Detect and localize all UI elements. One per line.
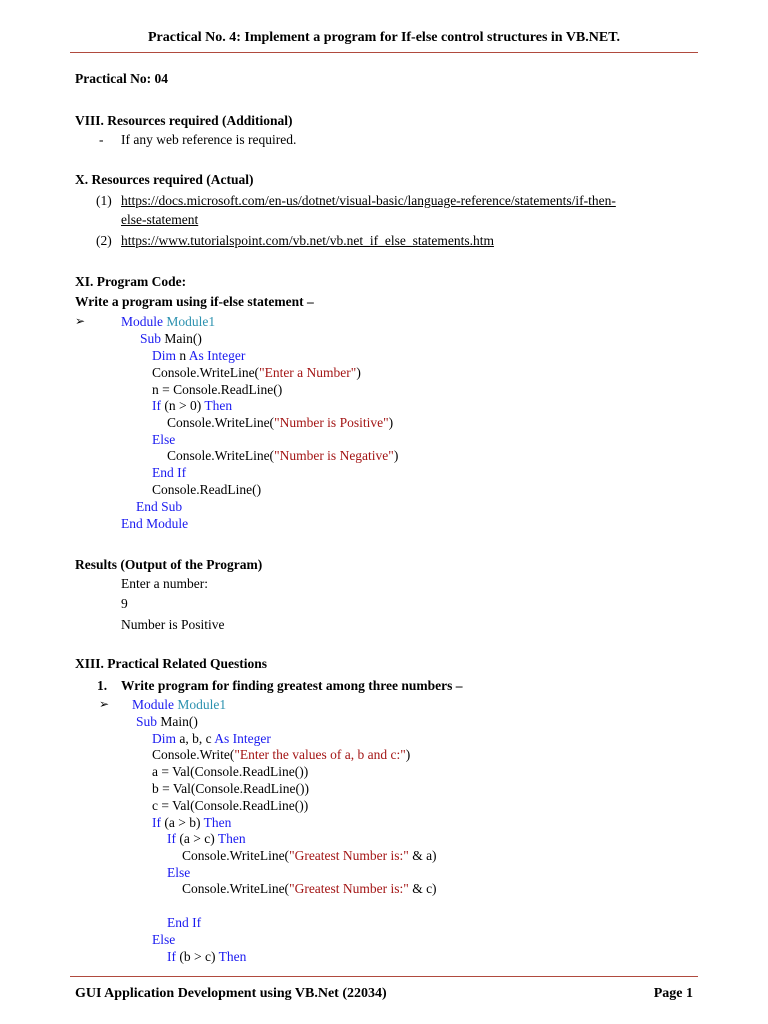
code-line: End Sub xyxy=(136,499,183,514)
ref-1-number: (1) xyxy=(96,193,112,208)
code-line: End If xyxy=(152,465,187,480)
code-text: (a > b) xyxy=(161,815,204,830)
code-text: Console.WriteLine( xyxy=(182,881,290,896)
code-line xyxy=(152,746,410,763)
keyword: Then xyxy=(204,398,233,413)
code-line xyxy=(121,313,215,330)
code-text: Main() xyxy=(157,714,198,729)
code-line xyxy=(167,447,398,464)
code-text: Console.WriteLine( xyxy=(152,365,260,380)
keyword: Module xyxy=(132,697,174,712)
question-number: 1. xyxy=(97,678,108,693)
page-header-title: Practical No. 4: Implement a program for If-else control structures in VB.NET. xyxy=(147,30,621,45)
section-xiii-heading: XIII. Practical Related Questions xyxy=(75,656,267,671)
code-line: End Module xyxy=(121,516,189,531)
code-line: Else xyxy=(152,932,176,947)
code-line xyxy=(132,696,226,713)
code-text: ) xyxy=(405,747,411,762)
code-line xyxy=(152,397,232,414)
code-line xyxy=(140,330,202,347)
code-text: n xyxy=(176,348,189,363)
footer-rule xyxy=(70,976,698,977)
footer-page-number: Page 1 xyxy=(653,986,693,1001)
keyword: Sub xyxy=(136,714,158,729)
keyword: If xyxy=(167,831,176,846)
keyword: If xyxy=(167,949,176,964)
practical-number: Practical No: 04 xyxy=(75,71,168,86)
footer-course-title: GUI Application Development using VB.Net (22034) xyxy=(75,986,387,1001)
code-line: Console.ReadLine() xyxy=(152,482,262,497)
code-line xyxy=(136,713,198,730)
code-line xyxy=(152,730,271,747)
code-text: a, b, c xyxy=(176,731,215,746)
output-line: Number is Positive xyxy=(121,617,225,632)
code-text: (b > c) xyxy=(176,949,219,964)
code-line: c = Val(Console.ReadLine()) xyxy=(152,798,309,813)
string-literal: "Greatest Number is:" xyxy=(289,848,409,863)
keyword: Sub xyxy=(140,331,162,346)
code-line: b = Val(Console.ReadLine()) xyxy=(152,781,309,796)
question-text: Write program for finding greatest among three numbers – xyxy=(121,678,463,693)
string-literal: "Number is Positive" xyxy=(274,415,389,430)
code-text: (a > c) xyxy=(176,831,218,846)
section-xi-heading: XI. Program Code: xyxy=(75,274,187,289)
output-line: Enter a number: xyxy=(121,576,208,591)
code-line xyxy=(182,847,437,864)
ref-1-link-continued[interactable]: else-statement xyxy=(121,212,199,227)
code-text: Console.Write( xyxy=(152,747,235,762)
code-line: Else xyxy=(167,865,191,880)
output-line: 9 xyxy=(121,596,128,611)
ref-2-link[interactable]: https://www.tutorialspoint.com/vb.net/vb.net_if_else_statements.htm xyxy=(121,233,494,248)
ref-2-number: (2) xyxy=(96,233,112,248)
section-viii-heading: VIII. Resources required (Additional) xyxy=(75,113,293,128)
results-heading: Results (Output of the Program) xyxy=(75,557,263,572)
code-line: a = Val(Console.ReadLine()) xyxy=(152,764,309,779)
code-text: Main() xyxy=(161,331,202,346)
keyword: As Integer xyxy=(188,348,246,363)
code-line: End If xyxy=(167,915,202,930)
keyword: Module xyxy=(121,314,163,329)
section-x-heading: X. Resources required (Actual) xyxy=(75,172,254,187)
ref-1-link[interactable]: https://docs.microsoft.com/en-us/dotnet/visual-basic/language-reference/statements/if-then- xyxy=(121,193,616,208)
string-literal: "Enter a Number" xyxy=(259,365,357,380)
keyword: Dim xyxy=(152,731,177,746)
keyword: If xyxy=(152,398,161,413)
arrow-bullet-icon: ➢ xyxy=(75,314,86,328)
code-text: Console.WriteLine( xyxy=(167,415,275,430)
code-line: n = Console.ReadLine() xyxy=(152,382,283,397)
code-text: & a) xyxy=(408,848,437,863)
section-xi-subheading: Write a program using if-else statement – xyxy=(75,294,314,309)
code-line xyxy=(182,880,437,897)
code-line xyxy=(167,948,246,965)
section-viii-item: If any web reference is required. xyxy=(121,132,297,147)
code-line xyxy=(167,830,246,847)
string-literal: "Greatest Number is:" xyxy=(289,881,409,896)
code-text: ) xyxy=(388,415,394,430)
type-name: Module1 xyxy=(177,697,227,712)
code-line: Else xyxy=(152,432,176,447)
type-name: Module1 xyxy=(166,314,216,329)
keyword: As Integer xyxy=(214,731,271,746)
keyword: Then xyxy=(217,831,246,846)
code-line xyxy=(152,814,231,831)
string-literal: "Enter the values of a, b and c:" xyxy=(234,747,406,762)
keyword: Then xyxy=(218,949,247,964)
arrow-bullet-icon: ➢ xyxy=(99,697,110,711)
string-literal: "Number is Negative" xyxy=(274,448,394,463)
code-text: Console.WriteLine( xyxy=(182,848,290,863)
bullet-dash: - xyxy=(99,132,104,147)
code-text: Console.WriteLine( xyxy=(167,448,275,463)
keyword: Then xyxy=(203,815,232,830)
code-text: ) xyxy=(356,365,361,380)
code-text: ) xyxy=(393,448,399,463)
code-line xyxy=(152,364,361,381)
code-text: & c) xyxy=(408,881,437,896)
keyword: If xyxy=(152,815,161,830)
code-line xyxy=(152,347,245,364)
code-text: (n > 0) xyxy=(161,398,205,413)
header-rule xyxy=(70,52,698,53)
keyword: Dim xyxy=(152,348,177,363)
code-line xyxy=(167,414,393,431)
